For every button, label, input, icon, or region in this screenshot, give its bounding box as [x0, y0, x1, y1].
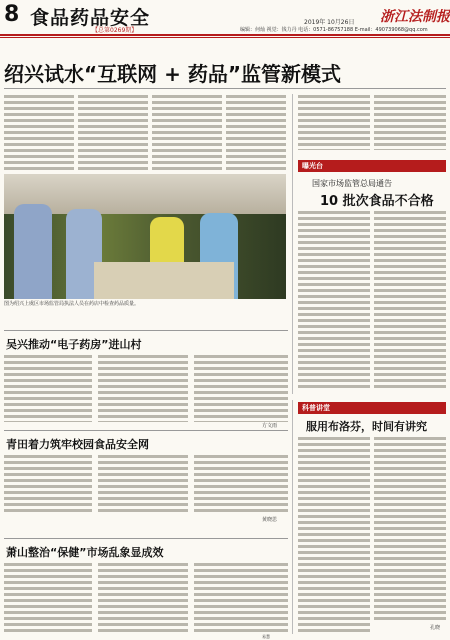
- column-divider-lower: [292, 400, 293, 634]
- sidebar-body-col-2: [374, 210, 446, 390]
- story3-body-col-2: [98, 454, 188, 514]
- masthead: [0, 0, 450, 34]
- market-table: [94, 262, 234, 299]
- issue-date: 2019年 10月26日: [304, 19, 355, 26]
- issue-tag: 【总第0269期】: [92, 27, 138, 34]
- lead-body-col-6: [374, 94, 446, 150]
- science-byline: 孔晓: [430, 625, 441, 631]
- story4-headline: 萧山整治“保健”市场乱象显成效: [6, 546, 164, 559]
- story2-divider: [4, 330, 288, 331]
- editor-line: 编辑：何灿 视觉：钱力丹 电话：0571-86757188 E-mail：490739068@qq.com: [240, 27, 428, 33]
- sidebar-headline: 10 批次食品不合格: [320, 194, 434, 209]
- story2-body-col-3: [194, 354, 288, 422]
- lead-body-col-2: [78, 94, 148, 170]
- science-body-col-1: [298, 436, 370, 632]
- lead-body-col-3: [152, 94, 222, 170]
- photo-caption: 图为绍兴上虞区市场监管局执法人员在药店中检查药品质量。: [4, 301, 140, 307]
- lead-body-col-5: [298, 94, 370, 150]
- story4-byline: 易慧: [262, 634, 270, 639]
- story2-body-col-2: [98, 354, 188, 422]
- lead-body-col-4: [226, 94, 286, 170]
- science-headline: 服用布洛芬，时间有讲究: [306, 420, 427, 433]
- lead-divider: [4, 88, 446, 89]
- story2-body-col-1: [4, 354, 92, 422]
- story4-divider: [4, 538, 288, 539]
- column-divider: [292, 94, 293, 394]
- lead-headline: 绍兴试水“互联网 + 药品”监管新模式: [4, 62, 341, 86]
- story3-divider: [4, 430, 288, 431]
- story2-headline: 吴兴推动“电子药房”进山村: [6, 338, 142, 351]
- story3-byline: 黄晓思: [262, 517, 278, 523]
- masthead-rule-thin: [0, 37, 450, 38]
- story3-headline: 青田着力筑牢校园食品安全网: [6, 438, 149, 451]
- story3-body-col-3: [194, 454, 288, 514]
- sidebar-body-col-1: [298, 210, 370, 390]
- paper-logo: 浙江法制报: [380, 9, 450, 25]
- sidebar-subhead: 国家市场监管总局通告: [312, 179, 392, 188]
- science-label: 科普讲堂: [298, 402, 446, 414]
- story4-body-col-3: [194, 562, 288, 634]
- lead-photo: [4, 174, 286, 299]
- masthead-rule: [0, 34, 450, 36]
- page-number: 8: [4, 2, 20, 27]
- lead-body-col-1: [4, 94, 74, 170]
- story4-body-col-1: [4, 562, 92, 634]
- section-title: 食品药品安全: [30, 7, 151, 29]
- story4-body-col-2: [98, 562, 188, 634]
- exposure-label: 曝光台: [298, 160, 446, 172]
- story2-byline: 方文雨: [262, 423, 278, 429]
- science-body-col-2: [374, 436, 446, 622]
- inspector-figure-1: [14, 204, 52, 299]
- story3-body-col-1: [4, 454, 92, 514]
